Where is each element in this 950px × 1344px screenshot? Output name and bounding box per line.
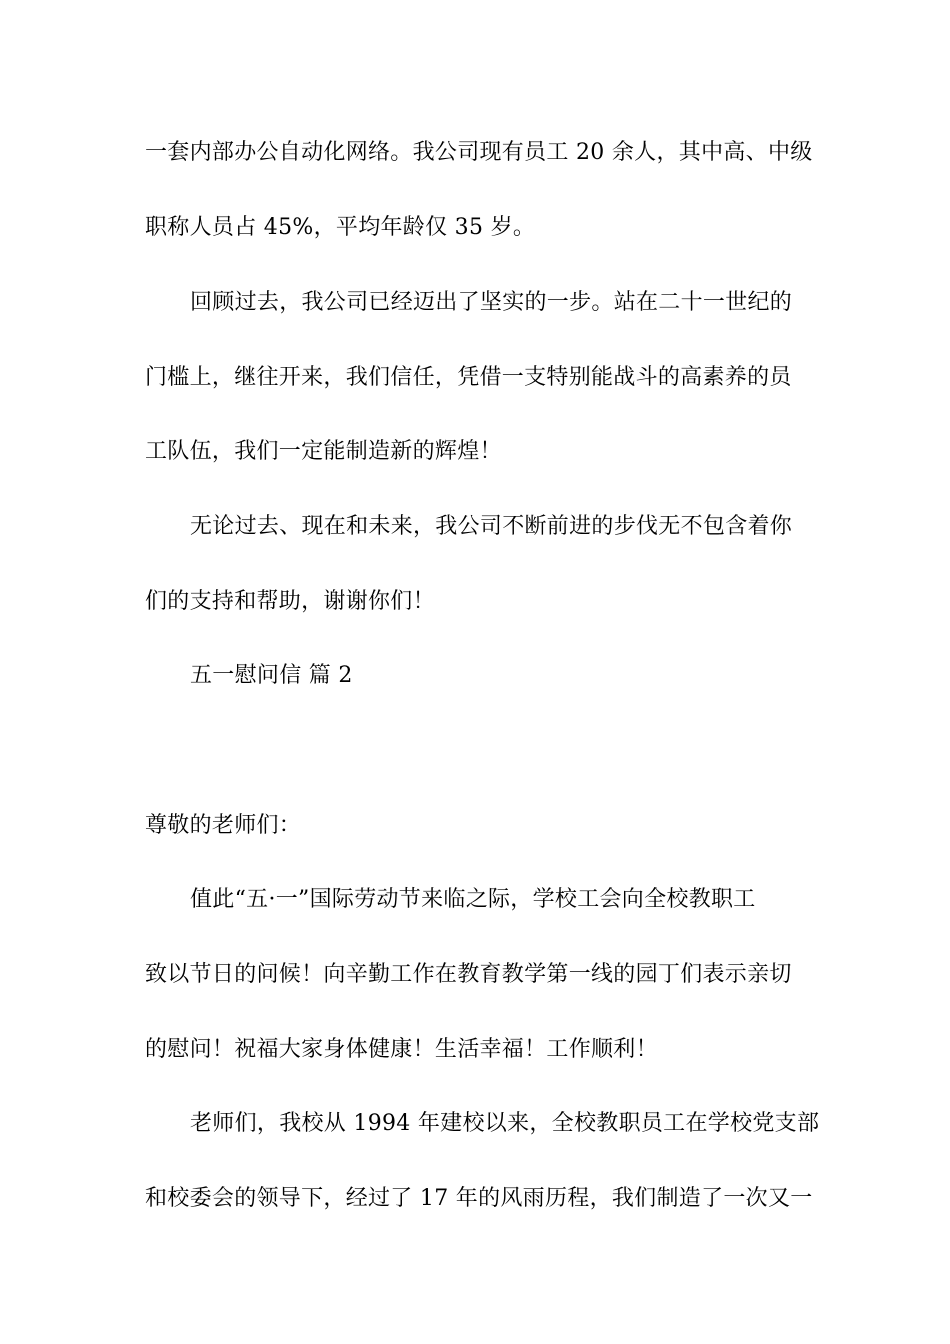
paragraph-line: 无论过去、现在和未来，我公司不断前进的步伐无不包含着你 bbox=[190, 514, 793, 539]
paragraph-line: 值此“五·一”国际劳动节来临之际，学校工会向全校教职工 bbox=[190, 887, 756, 912]
paragraph-line: 致以节日的问候！向辛勤工作在教育教学第一线的园丁们表示亲切 bbox=[145, 962, 792, 987]
paragraph-line: 老师们，我校从 1994 年建校以来，全校教职员工在学校党支部 bbox=[190, 1111, 820, 1136]
paragraph-line: 职称人员占 45%，平均年龄仅 35 岁。 bbox=[145, 215, 536, 240]
salutation: 尊敬的老师们： bbox=[145, 813, 302, 838]
paragraph-line: 和校委会的领导下，经过了 17 年的风雨历程，我们制造了一次又一 bbox=[145, 1186, 813, 1211]
paragraph-line: 的慰问！祝福大家身体健康！生活幸福！工作顺利！ bbox=[145, 1037, 658, 1062]
paragraph-line: 回顾过去，我公司已经迈出了坚实的一步。站在二十一世纪的 bbox=[190, 290, 793, 315]
paragraph-line: 工队伍，我们一定能制造新的辉煌！ bbox=[145, 439, 502, 464]
section-heading: 五一慰问信 篇 2 bbox=[190, 663, 353, 688]
paragraph-line: 们的支持和帮助，谢谢你们！ bbox=[145, 589, 435, 614]
paragraph-line: 一套内部办公自动化网络。我公司现有员工 20 余人，其中高、中级 bbox=[145, 140, 813, 165]
paragraph-line: 门槛上，继往开来，我们信任，凭借一支特别能战斗的高素养的员 bbox=[145, 365, 792, 390]
